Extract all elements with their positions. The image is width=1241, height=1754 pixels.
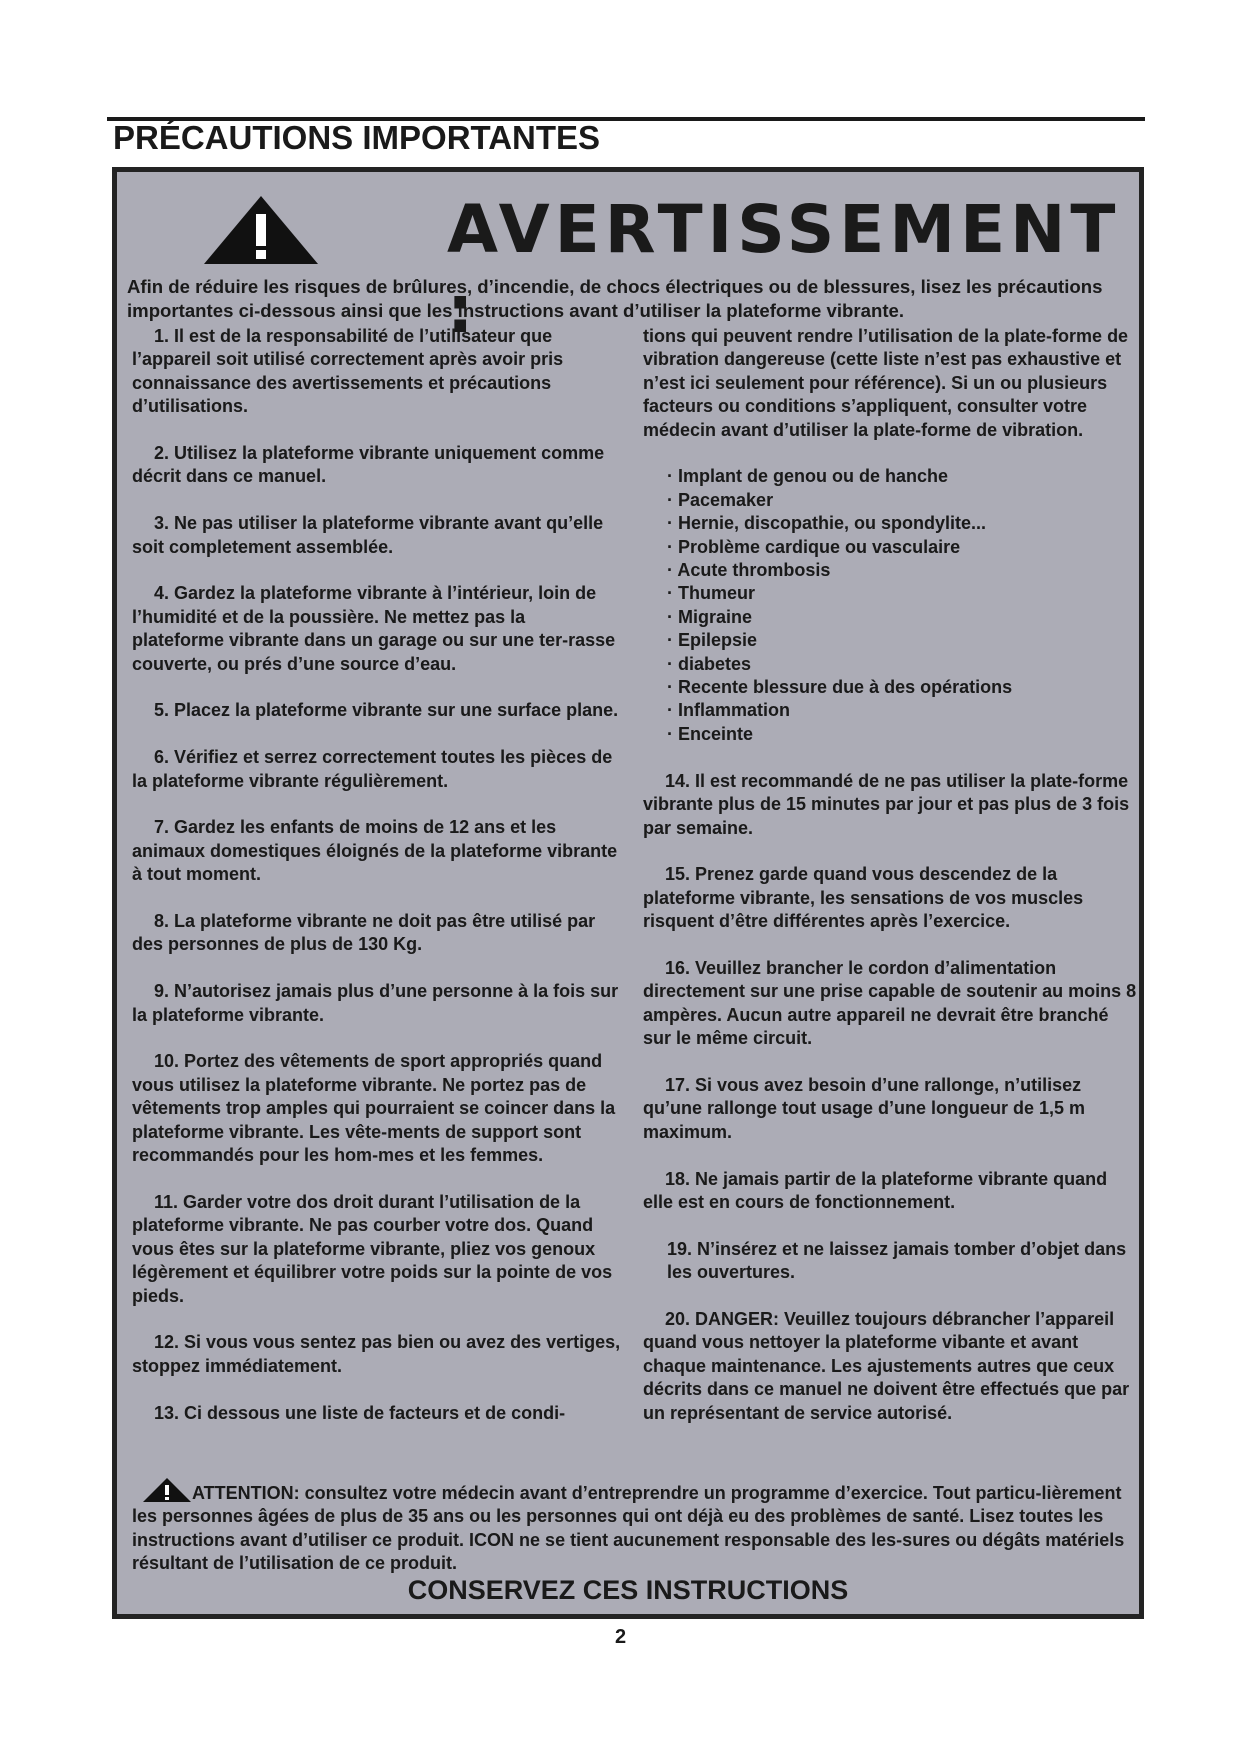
attention-notice <box>132 1477 1132 1576</box>
warning-triangle-icon <box>202 194 320 266</box>
precaution-item-18: 18. Ne jamais partir de la plateforme vibrante quand elle est en cours de fonctionnement. <box>643 1168 1108 1212</box>
attention-text: ATTENTION: consultez votre médecin avant d’entreprendre un programme d’exercice. Tout particu-lièrement les personnes âgées de plus de 35 ans ou les personnes qui ont déjà eu des problèmes de santé. Lisez toutes les instructions avant d’utiliser ce produit. ICON ne se tient aucunement responsable des les-sures ou dégâts matériels résultant de l’utilisation de ce produit. <box>132 1483 1125 1574</box>
page-number: 2 <box>614 1626 627 1648</box>
precaution-item-8: 8. La plateforme vibrante ne doit pas être utilisé par des personnes de plus de 130 Kg. <box>132 911 596 955</box>
precaution-item-15: 15. Prenez garde quand vous descendez de la plateforme vibrante, les sensations de vos muscles risquent d’être différentes après l’exercice. <box>643 864 1084 932</box>
left-column <box>132 325 622 1448</box>
warning-intro: Afin de réduire les risques de brûlures, d’incendie, de chocs électriques ou de blessures, lisez les précautions importantes ci-dessous ainsi que les instructions avant d’utiliser la plateforme vibrante. <box>127 276 1103 321</box>
right-column <box>643 325 1138 1448</box>
condition-item: · Problème cardique ou vasculaire <box>667 536 961 557</box>
precaution-item-17: 17. Si vous avez besoin d’une rallonge, n’utilisez qu’une rallonge tout usage d’une longueur de 1,5 m maximum. <box>643 1074 1086 1142</box>
precaution-item-13-continued: tions qui peuvent rendre l’utilisation de la plate-forme de vibration dangereuse (cette liste n’est pas exhaustive et n’est ici seulement pour référence). Si un ou plusieurs facteurs ou conditions s’appliquent, consulter votre médecin avant d’utiliser la plate-forme de vibration. <box>643 326 1129 440</box>
condition-item: · Thumeur <box>667 583 755 604</box>
condition-item: · Epilepsie <box>667 630 758 651</box>
precaution-item-5: 5. Placez la plateforme vibrante sur une surface plane. <box>154 700 619 721</box>
condition-item: · Implant de genou ou de hanche <box>667 466 949 487</box>
condition-item: · Enceinte <box>667 723 754 744</box>
warning-title: AVERTISSEMENT : <box>447 191 1121 348</box>
precaution-item-12: 12. Si vous vous sentez pas bien ou avez des vertiges, stoppez immédiatement. <box>132 1332 621 1376</box>
condition-item: · Migraine <box>667 606 753 627</box>
precaution-item-4: 4. Gardez la plateforme vibrante à l’intérieur, loin de l’humidité et de la poussière. Ne mettez pas la plateforme vibrante dans un garage ou sur une ter-rasse couverte, ou prés d’une source d’eau. <box>132 583 616 674</box>
precaution-item-20: 20. DANGER: Veuillez toujours débrancher l’appareil quand vous nettoyer la plateforme vibante et avant chaque maintenance. Les ajustements autres que ceux décrits dans ce manuel ne doivent être effectués que par un représentant de service autorisé. <box>643 1308 1130 1423</box>
condition-item: · Acute thrombosis <box>667 560 831 581</box>
condition-item: · diabetes <box>667 653 752 674</box>
precaution-item-3: 3. Ne pas utiliser la plateforme vibrante avant qu’elle soit completement assemblée. <box>132 513 604 557</box>
precaution-item-13: 13. Ci dessous une liste de facteurs et de condi- <box>154 1402 566 1423</box>
precaution-item-11: 11. Garder votre dos droit durant l’utilisation de la plateforme vibrante. Ne pas courber votre dos. Quand vous êtes sur la plateforme vibrante, pliez vos genoux légèrement et équilibrer votre poids sur la pointe de vos pieds. <box>132 1191 613 1306</box>
condition-item: · Pacemaker <box>667 489 774 510</box>
page-title: PRÉCAUTIONS IMPORTANTES <box>113 119 601 156</box>
precaution-item-9: 9. N’autorisez jamais plus d’une personne à la fois sur la plateforme vibrante. <box>132 981 619 1025</box>
precaution-item-1: 1. Il est de la responsabilité de l’utilisateur que l’appareil soit utilisé correctement après avoir pris connaissance des avertissements et précautions d’utilisations. <box>132 326 564 417</box>
condition-item: · Recente blessure due à des opérations <box>667 677 1013 698</box>
condition-item: · Hernie, discopathie, ou spondylite... <box>667 513 987 534</box>
conditions-list <box>643 465 1138 746</box>
warning-triangle-icon <box>142 1477 192 1503</box>
precaution-item-7: 7. Gardez les enfants de moins de 12 ans et les animaux domestiques éloignés de la plateforme vibrante à tout moment. <box>132 817 618 885</box>
warning-box <box>112 167 1144 1619</box>
precaution-item-19: 19. N’insérez et ne laissez jamais tomber d’objet dans les ouvertures. <box>667 1238 1127 1283</box>
precaution-item-10: 10. Portez des vêtements de sport appropriés quand vous utilisez la plateforme vibrante. Ne portez pas de vêtements trop amples qui pourraient se coincer dans la plateforme vibrante. Les vête-ments de support sont recommandés pour les hom-mes et les femmes. <box>132 1051 616 1166</box>
precaution-item-6: 6. Vérifiez et serrez correctement toutes les pièces de la plateforme vibrante régulièrement. <box>132 747 613 791</box>
precaution-item-2: 2. Utilisez la plateforme vibrante uniquement comme décrit dans ce manuel. <box>132 443 605 487</box>
conserve-instructions: CONSERVEZ CES INSTRUCTIONS <box>407 1575 849 1605</box>
condition-item: · Inflammation <box>667 700 791 721</box>
precaution-item-14: 14. Il est recommandé de ne pas utiliser la plate-forme vibrante plus de 15 minutes par jour et pas plus de 3 fois par semaine. <box>643 770 1130 838</box>
precaution-item-16: 16. Veuillez brancher le cordon d’alimentation directement sur une prise capable de soutenir au moins 8 ampères. Aucun autre appareil ne devrait être branché sur le même circuit. <box>643 957 1137 1049</box>
